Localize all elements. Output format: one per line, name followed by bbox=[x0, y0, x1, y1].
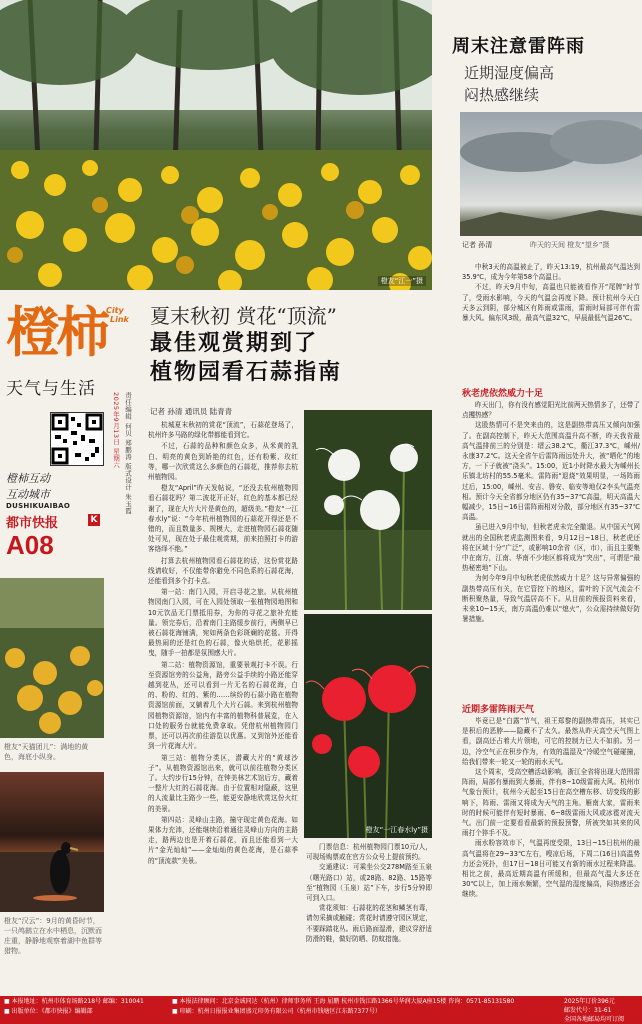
section1-title: 秋老虎依然威力十足 bbox=[462, 389, 544, 399]
weather-paragraph: 这个周末，受高空槽活动影响，浙江全省将出现大范围雷阵雨，局部有暴雨到大暴雨，伴有8~10级雷雨大风。杭州市气象台预计，杭州今天起至15日在高空槽东移、切变线的影响下，阵雨、雷雨又将成为天气的主角。雁南大家，雷雨来时的时候可能伴有短时暴雨、6~8级雷雨大风或冰雹对流天气。出门前一定要看看最新的预报预警，所被突如其来的风雨打个猝手不及。 bbox=[462, 768, 640, 838]
section2-title: 近期多雷阵雨天气 bbox=[462, 705, 535, 715]
weather-paragraph: 虽已进入9月中旬，但秋老虎未完全撤退。从中国天气网就出的全国秋老虎监测图来看，9月12日~18日，秋老虎还将在区域十分“广泛”，或影响10余省（区，市），而且主要集中在南方，江南、华南不少地区都将成为“突出”，可谓是“最热秘密地”下山。 bbox=[462, 523, 640, 573]
footer-legal: ■ 本报法律顾问：北京金诚同达（杭州）律师事务所 王海 屈鹏 杭州市钱江路1366号华润大厦A座15楼 咨询：0571-85131580 bbox=[172, 998, 515, 1005]
paper-logo-icon: K bbox=[88, 514, 100, 526]
weather-intro-paragraph: 中秋3天的高温被止了，昨天13:19，杭州最高气温达到35.9℃，成为今年第58个高温日。 bbox=[462, 263, 640, 282]
qr-code[interactable] bbox=[50, 412, 104, 466]
article-paragraph: 不过，石蒜的品种和颜色众多，从米黄的乳白、明亮的黄色到娇艳的红色，还有粉紫、玫红等，哪一次欣赏这么多颜色的石蒜花，推荐你去杭州植物园。 bbox=[148, 442, 298, 482]
white-lycoris-photo bbox=[304, 410, 432, 610]
left-photo-1 bbox=[0, 578, 104, 738]
qr-caption-2: 互动城市 bbox=[6, 488, 50, 501]
ticket-info: 门票信息：杭州植物园门票10元/人，可现场购票或在官方公众号上提前预约。 bbox=[306, 843, 432, 862]
footer bbox=[0, 996, 642, 1024]
sky-photo bbox=[460, 112, 642, 236]
photo-artwork bbox=[0, 0, 432, 290]
page-number: A08 bbox=[6, 530, 54, 560]
weather-intro-paragraph: 不过，昨天9月中旬，高温也只能被看作开“尾牌”时节了，受雨水影响，今天的气温会再度下降。预计杭州今天白天多云到阴，部分城区有阵雨或雷雨，雷雨时局部可伴有雷暴大风。偏东风3级，最高气温32℃，早晨最低气温26℃。 bbox=[462, 283, 640, 323]
main-article-col1 bbox=[148, 420, 298, 960]
left-photo-2-cormorant bbox=[0, 772, 104, 912]
paper-pinyin: DUSHIKUAIBAO bbox=[6, 502, 71, 510]
footer-address: ■ 本报地址：杭州市体育场路218号 邮编：310041 bbox=[4, 998, 144, 1005]
weather-paragraph: 为何今年9月中旬秋老虎依然威力十足？这与异常偏强的副热带高压有关，在它管控下的地区，雷叶的下沉气流会不断积聚热量，导致气温居高不下。从目前的预报资料来看，未来10~15天，南方高温仍难以“熄火”，公众需持续做好防暑措施。 bbox=[462, 574, 640, 624]
article-paragraph: 第三站：植物分类区，潜藏大片的“黄球沙子”。从植物资源馆出来，就可以前往植物分类区了。大约步行15分钟，在钟美林艺术馆后方，藏着一整片大红的石蒜花海。由于位置相对隐蔽，这里的人流量比主路少一些，能更安静地欣赏这份火红的美景。 bbox=[148, 753, 298, 813]
main-title-line1: 最佳观赏期到了 bbox=[150, 331, 319, 356]
sky-photo-caption: 昨天的天间 橙友“望乡”摄 bbox=[530, 241, 610, 249]
weather-paragraph: 雨水粉容效市下，气温再度受限，13日~15日杭州的最高气温将在29~33℃左右，嗖凉后场，下周二(16日)高温势力还会死扑，但17日~18日可能又有新的雨水过程来降温。相比之前，最高近期高温有所缓和，但最高气温大多还在30℃以上，加上雨水频繁，空气湿的湿度偏高，闷热感还会继续。 bbox=[462, 839, 640, 899]
article-paragraph: 打算去杭州植物园看石蒜花的话，这份赏花路线请收好，不仅能带你避免不同色系的石蒜花海，还能看到多个打卡点。 bbox=[148, 556, 298, 586]
main-kicker: 夏末秋初 赏花“顶流” bbox=[150, 304, 337, 328]
article-paragraph: 第一站：南门入园，开启寻花之旅。从杭州植物园南门入园，可在入园处领取一张植物园地图和10元饮品无门票抵用券，为你的寻花之旅补充能量。领完券后，沿着南门主路缓步前行，两侧早已被石蒜花海铺满，宛如两条色彩斑斓的花毯。开得最热闹的还是红色的石蒜，像火焰烘托，花影摇曳，随手一拍都是氛围感大片。 bbox=[148, 588, 298, 658]
editors-line: 责任编辑 何贝 郑鹏涛 版式设计 朱玉霞 bbox=[124, 392, 132, 515]
weather-paragraph: 毕竟已是“白露”节气，祖王郑黎的副热带高压，其实已是积后的恶脖——隐藏不了太久。最然从昨天高空天气图上看，副高还占着大片领地，可它的控制力已大不如前。另一边，冷空气正在积步作为，有效的温湿及“冷暖空气碰碰撞，给我们带来一轮又一轮的雨水天气。 bbox=[462, 717, 640, 766]
red-lycoris-photo bbox=[304, 614, 432, 838]
weather-paragraph: 这股热情可不是突来由的，这是副热带高压又倾向加强了。在副高控制下，昨天大范围高温升高不断，昨天我省最高气温排前三的分别是：缙云38.2℃，衢江37.3℃，嵊州/永康37.2℃。这天全省午后雷阵雨远处升大，被“晒化”的地方，一下子就被“浇头”。15:00，近1小时降水最大为嵊州长乐镇北坊村的55.5毫米。雷阵雨“退烧”效果明显，一场阵雨过后，15:00，嵊州、安吉、磐安、临安等地仅2李头气温亮相。预计今天全省都分地区仍有35~37℃高温，明天高温大幅减少，15日~16日雷阵雨相对分散，部分地区有35~37℃高温。 bbox=[462, 421, 640, 522]
article-paragraph: 第四站：灵峰山主路，撞守现定黄色花海。如果体力充沛，还能继续沿着通往灵峰山方向的主路走，路两边也是开着石蒜花，而且还能看到一大片“金光灿灿”——金灿灿的黄色花海，是石蒜季的“顶流款”美景。 bbox=[148, 815, 298, 865]
weather-section1-body bbox=[462, 400, 640, 624]
article-paragraph: 第二站：植物资源馆，重要景观打卡不误。行至资源馆旁的公益角，路旁公益手续的小路还能穿越到花丛，还可以看到一片无名的石蒜花海，白的、粉的、红的、紫的……缤纷的石蒜小路在植物资源馆前面，又躺着几个大片石蒜。来到杭州植物园植物资源馆，馆内有丰富的植物科普展览，在入口处的服务台就能免费拿取。凭借杭州植物园门票，还可以再次前往游览以优惠。又到馆外还能看到一片花海大片。 bbox=[148, 660, 298, 751]
qr-caption-1: 橙柿互动 bbox=[6, 472, 50, 485]
article-paragraph: 橙友“April”昨天发帖说，“还没去杭州植物园看石蒜花吗？第二波花开正好，红色的基本都已经谢了，现在大片大片是黄色的，超级美。”橙友“一江春水ly”说：“今年杭州植物园的石蒜花开得还是不错的，而且数量多、规模大，走进植物园石蒜花随处可见，现在处于最佳观赏期，前来拍照打卡的游客络绎不绝。” bbox=[148, 484, 298, 554]
brand-city-text: City bbox=[106, 306, 124, 315]
left-photo-2-caption: 橙友“汉云”：9月的黄昏时节，一只鸬鹚立在水中栖息，沉默而庄重，静静地观察着湖中鱼群等猎物。 bbox=[4, 917, 102, 955]
paper-name: 都市快报 bbox=[6, 516, 59, 531]
footer-printer: ■ 印刷：杭州日报报业集团盛元印务有限公司（杭州市钱塘区江东路7377号） bbox=[172, 1008, 381, 1015]
footer-subscribe: 全国各地邮局均可订阅 bbox=[564, 1016, 625, 1023]
top-photo-caption: 橙友“江一”摄 bbox=[378, 276, 426, 286]
brand-main-text: 橙柿 bbox=[6, 300, 106, 364]
main-article-col2 bbox=[306, 842, 432, 962]
date-line: 2025年9月13日 星期六 bbox=[112, 392, 120, 470]
white-lycoris-artwork bbox=[304, 410, 432, 610]
sky-artwork bbox=[460, 112, 642, 236]
viewing-tips: 赏花须知：石蒜花的花茎和鳞茎有毒，请勿采摘或触碰；赏花时请遵守园区规定，不要踩踏花丛。雨后路面湿滑，建议穿舒适防滑的鞋，做好防晒、防蚊措施。 bbox=[306, 904, 432, 943]
section-title: 天气与生活 bbox=[6, 379, 96, 399]
left-photo-1-caption: 橙友“天猫团儿”：满地的黄色，海底小纵身。 bbox=[4, 743, 89, 761]
weather-byline: 记者 孙清 bbox=[462, 241, 493, 249]
main-byline: 记者 孙清 通讯员 陆青青 bbox=[150, 407, 233, 416]
weather-intro bbox=[462, 262, 640, 323]
footer-price: 2025年订价396元 bbox=[564, 998, 615, 1005]
brand-link-text: Link bbox=[110, 315, 129, 324]
weather-subtitle-2: 闷热感继续 bbox=[464, 86, 540, 104]
weather-section bbox=[440, 0, 642, 1000]
cormorant-artwork bbox=[0, 772, 104, 912]
article-paragraph: 杭城夏末秋初的赏花“顶流”，石蒜花登场了，杭州许多马路的绿化带都能看到它。 bbox=[148, 421, 298, 440]
weather-title: 周末注意雷阵雨 bbox=[452, 36, 585, 57]
qr-code-pattern-icon bbox=[51, 413, 103, 465]
main-title-line2: 植物园看石蒜指南 bbox=[150, 360, 343, 385]
footer-postal-code: 邮发代号：31-61 bbox=[564, 1007, 612, 1014]
brand-logo bbox=[6, 300, 136, 370]
red-lycoris-artwork bbox=[304, 614, 432, 838]
transport-info: 交通建议：可乘坐公交278M路至玉泉（曙光路口）站，或28路、82路、15路等至“植物园（玉泉）站”下车，步行5分钟即可到入口。 bbox=[306, 863, 432, 903]
top-photo-yellow-lycoris bbox=[0, 0, 432, 290]
red-photo-caption: 橙友“一江春水ly”摄 bbox=[365, 826, 428, 834]
weather-paragraph: 昨天出门，你有没有感觉阳光比前两天热情多了，还带了点攫热感？ bbox=[462, 401, 640, 420]
footer-publisher: ■ 出版单位：《都市快报》编辑部 bbox=[4, 1008, 93, 1015]
weather-subtitle-1: 近期湿度偏高 bbox=[464, 64, 555, 82]
left-photo-1-artwork bbox=[0, 578, 104, 738]
masthead bbox=[0, 292, 140, 572]
weather-section2-body bbox=[462, 716, 640, 966]
